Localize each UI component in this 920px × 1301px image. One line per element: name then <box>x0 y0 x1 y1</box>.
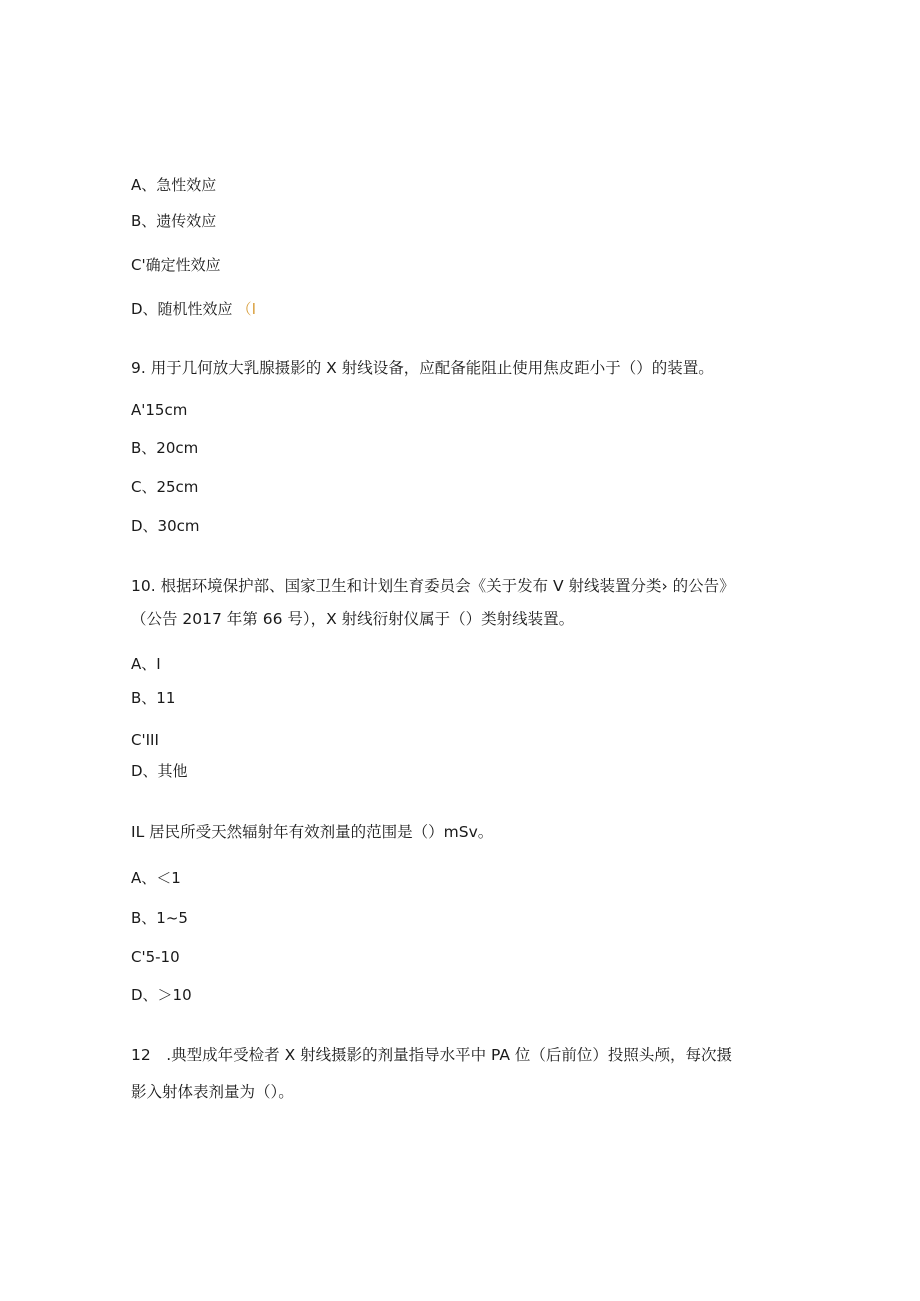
question-stem: IL 居民所受天然辐射年有效剂量的范围是（）mSv。 <box>131 823 494 841</box>
option-d: D、随机性效应 <box>131 300 233 318</box>
option-c: C'5-10 <box>131 948 180 966</box>
question-stem-line-1: 12 .典型成年受检者 X 射线摄影的剂量指导水平中 PA 位（后前位）投照头颅，每次摄 <box>131 1046 732 1064</box>
option-a: A'15cm <box>131 401 188 419</box>
option-c: C'III <box>131 731 159 749</box>
answer-mark: （I <box>236 300 256 318</box>
question-stem-line-1: 10. 根据环境保护部、国家卫生和计划生育委员会《关于发布 V 射线装置分类› 的公告》 <box>131 577 735 595</box>
option-a: A、I <box>131 655 161 673</box>
option-b: B、11 <box>131 689 176 707</box>
question-stem-line-2: 影入射体表剂量为（）。 <box>131 1083 294 1101</box>
question-stem: 9. 用于几何放大乳腺摄影的 X 射线设备，应配备能阻止使用焦皮距小于（）的装置。 <box>131 359 714 377</box>
option-b: B、20cm <box>131 439 199 457</box>
option-b: B、遗传效应 <box>131 212 217 230</box>
option-d: D、其他 <box>131 762 188 780</box>
option-c: C'确定性效应 <box>131 256 221 274</box>
option-d: D、＞10 <box>131 986 192 1004</box>
option-d: D、30cm <box>131 517 200 535</box>
question-stem-line-2: （公告 2017 年第 66 号），X 射线衍射仪属于（）类射线装置。 <box>131 610 575 628</box>
option-d-row <box>131 299 256 319</box>
option-a: A、急性效应 <box>131 176 217 194</box>
option-a: A、＜1 <box>131 869 181 887</box>
option-c: C、25cm <box>131 478 199 496</box>
option-b: B、1~5 <box>131 909 188 927</box>
